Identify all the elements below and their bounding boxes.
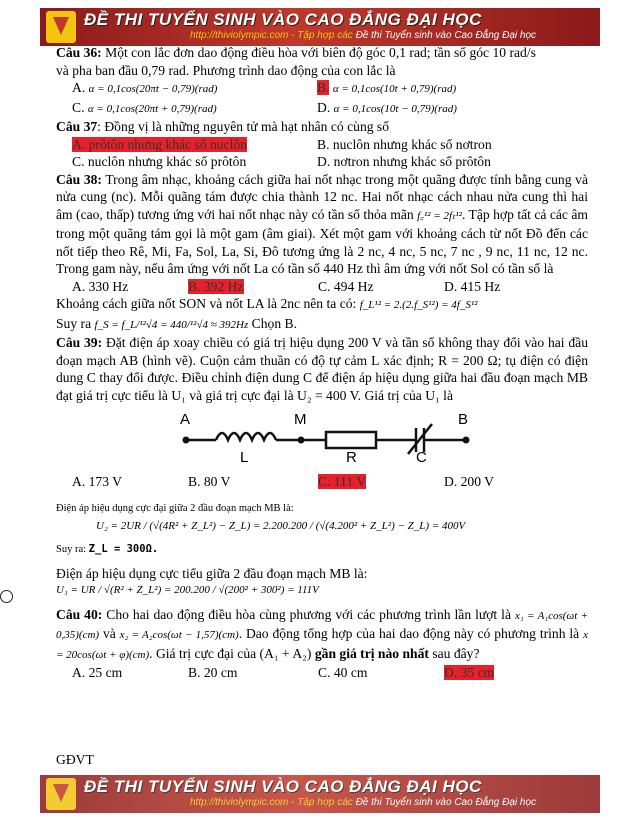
margin-circle-icon <box>0 590 13 603</box>
q37-option-a[interactable]: A. prôtôn nhưng khác số nuclôn <box>72 136 248 152</box>
q39-options <box>56 473 588 491</box>
q37-label: Câu 37 <box>56 119 98 134</box>
header-title: ĐỀ THI TUYỂN SINH VÀO CAO ĐẲNG ĐẠI HỌC <box>84 10 482 29</box>
label-a: A <box>180 411 191 428</box>
header-banner <box>40 8 600 46</box>
label-c: C <box>416 449 427 462</box>
footer-link[interactable]: http://thiviolympic.com - Tập hợp các <box>190 797 353 808</box>
q39-label: Câu 39: <box>56 335 103 350</box>
q39-stem: Câu 39: Đặt điện áp xoay chiều có giá trị hiệu dụng 200 V và tần số không thay đổi vào hai đầu đoạn mạch AB (hình vẽ). Cuộn cảm thuần có độ tự cảm L xác định; R = 200 Ω; tụ điện có điện dung C thay đổi được. Điều chỉnh điện dung C để điện áp hiệu dụng giữa hai đầu đoạn mạch MB đạt giá trị cực tiểu là U₁ và giá trị cực đại là U₂ = 400 V. Giá trị của U₁ là <box>56 335 588 403</box>
document-body <box>56 44 588 682</box>
label-r: R <box>346 449 357 462</box>
footer-text: GĐVT <box>56 752 94 767</box>
q40-option-d[interactable]: D. 35 cm <box>444 665 495 680</box>
q39-solution-1: Điện áp hiệu dụng cực đại giữa 2 đầu đoạn mạch MB là: <box>56 503 294 514</box>
q38-solution-1: Khoảng cách giữa nốt SON và nốt LA là 2nc nên ta có: f_L¹² = 2.(2.f_S¹²) = 4f_S¹² <box>56 296 478 311</box>
node-a <box>183 437 190 444</box>
footer-logo-icon <box>46 778 76 810</box>
label-b: B <box>458 411 469 428</box>
q39-option-a[interactable]: A. 173 V <box>72 473 122 489</box>
q38-option-c[interactable]: C. 494 Hz <box>318 278 374 294</box>
q40-option-b[interactable]: B. 20 cm <box>188 665 238 680</box>
node-b <box>463 437 470 444</box>
q39-option-b[interactable]: B. 80 V <box>188 473 231 489</box>
q37-options-row2 <box>56 153 588 171</box>
q37-option-b[interactable]: B. nuclôn nhưng khác số nơtron <box>317 136 492 152</box>
q40-options <box>56 664 588 682</box>
q36-options-row1 <box>56 79 588 99</box>
node-m <box>298 437 305 444</box>
q38-option-a[interactable]: A. 330 Hz <box>72 278 129 294</box>
q36-option-c[interactable]: C. α = 0,1cos(20πt + 0,79)(rad) <box>72 99 217 115</box>
logo-icon <box>46 11 76 43</box>
q39-solution-3-formula: U₁ = UR / √(R² + Z_L²) = 200.200 / √(200² + 300²) = 111V <box>56 584 319 596</box>
q38-option-b[interactable]: B. 392 Hz <box>188 278 244 294</box>
q39-solution-2: Suy ra: Z_L = 300Ω. <box>56 543 159 555</box>
q40-option-c[interactable]: C. 40 cm <box>318 665 368 680</box>
q37-option-c[interactable]: C. nuclôn nhưng khác số prôtôn <box>72 154 247 169</box>
header-subtitle-rest: Đề thi Tuyển sinh vào Cao Đẳng Đại học <box>355 30 537 41</box>
circuit-svg <box>176 410 476 462</box>
q36-stem: Câu 36: Một con lắc đơn dao động điều hòa với biên độ góc 0,1 rad; tần số góc 10 rad/s <box>56 45 536 60</box>
q40-stem: Câu 40: Cho hai dao động điều hòa cùng phương với các phương trình lần lượt là x₁ = A₁cos(ωt + 0,35)(cm) và x₂ = A₂cos(ωt − 1,57)(cm). Dao động tổng hợp của hai dao động này có phương trình là x = 20cos(ωt + φ)(cm). Giá trị cực đại của (A₁ + A₂) gần giá trị nào nhất sau đây? <box>56 606 589 661</box>
q38-solution-2: Suy ra f_S = f_L/¹²√4 = 440/¹²√4 ≈ 392Hz Chọn B. <box>56 315 297 331</box>
q39-option-d[interactable]: D. 200 V <box>444 473 494 489</box>
q37-options-row1 <box>56 136 588 154</box>
q40-option-a[interactable]: A. 25 cm <box>72 665 123 680</box>
footer-banner <box>40 775 600 813</box>
q36-option-d[interactable]: D. α = 0,1cos(10t − 0,79)(rad) <box>317 99 457 115</box>
label-m: M <box>294 411 307 428</box>
q38-label: Câu 38: <box>56 171 102 187</box>
header-subtitle[interactable] <box>190 30 536 41</box>
q36-option-a[interactable]: A. α = 0,1cos(20πt − 0,79)(rad) <box>72 80 218 95</box>
q38-formula: f꜀¹² = 2fₜ¹² <box>417 209 462 222</box>
footer-title: ĐỀ THI TUYỂN SINH VÀO CAO ĐẲNG ĐẠI HỌC <box>84 777 482 796</box>
label-l: L <box>240 449 249 462</box>
q40-label: Câu 40: <box>56 606 103 622</box>
q39-solution-1-formula: U₂ = 2UR / (√(4R² + Z_L²) − Z_L) = 2.200.200 / (√(4.200² + Z_L²) − Z_L) = 400V <box>96 519 466 532</box>
header-link[interactable]: http://thiviolympic.com - Tập hợp các <box>190 30 353 41</box>
q37-option-d[interactable]: D. nơtron nhưng khác số prôtôn <box>317 154 491 169</box>
q36-options-row2 <box>56 99 588 119</box>
q37-stem: Câu 37: Đồng vị là những nguyên tử mà hạt nhân có cùng số <box>56 119 390 134</box>
circuit-diagram <box>176 410 588 467</box>
q36-label: Câu 36: <box>56 45 102 60</box>
q39-solution-3: Điện áp hiệu dụng cực tiểu giữa 2 đầu đoạn mạch MB là: <box>56 565 368 581</box>
q36-option-b[interactable]: B. α = 0,1cos(10t + 0,79)(rad) <box>317 80 457 95</box>
q38-stem: Câu 38: Trong âm nhạc, khoảng cách giữa hai nốt nhạc trong một quãng được tính bằng cung và nửa cung (nc). Mỗi quãng tám được chia thành 12 nc. Hai nốt nhạc cách nhau nửa cung thì hai âm (cao, thấp) tương ứng với hai nốt nhạc này có tần số thỏa mãn f꜀¹² = 2fₜ¹². Tập hợp tất cả các âm trong một quãng tám gọi là một gam (âm giai). Xét một gam với khoảng cách từ nốt Đồ đến các nốt tiếp theo Rê, Mi, Fa, Sol, La, Si, Đô tương ứng là 2 nc, 4 nc, 5 nc, 7 nc , 9 nc, 11 nc, 12 nc. Trong gam này, nếu âm ứng với nốt La có tần số 440 Hz thì âm ứng với nốt Sol có tần số là <box>56 171 589 276</box>
footer-subtitle[interactable]: http://thiviolympic.com - Tập hợp các Đề thi Tuyển sinh vào Cao Đẳng Đại học <box>190 797 537 808</box>
q39-option-c[interactable]: C. 111 V <box>318 473 367 489</box>
q38-option-d[interactable]: D. 415 Hz <box>444 278 501 294</box>
q36-stem-2: và pha ban đầu 0,79 rad. Phương trình dao động của con lắc là <box>56 62 396 78</box>
q38-options <box>56 278 588 296</box>
